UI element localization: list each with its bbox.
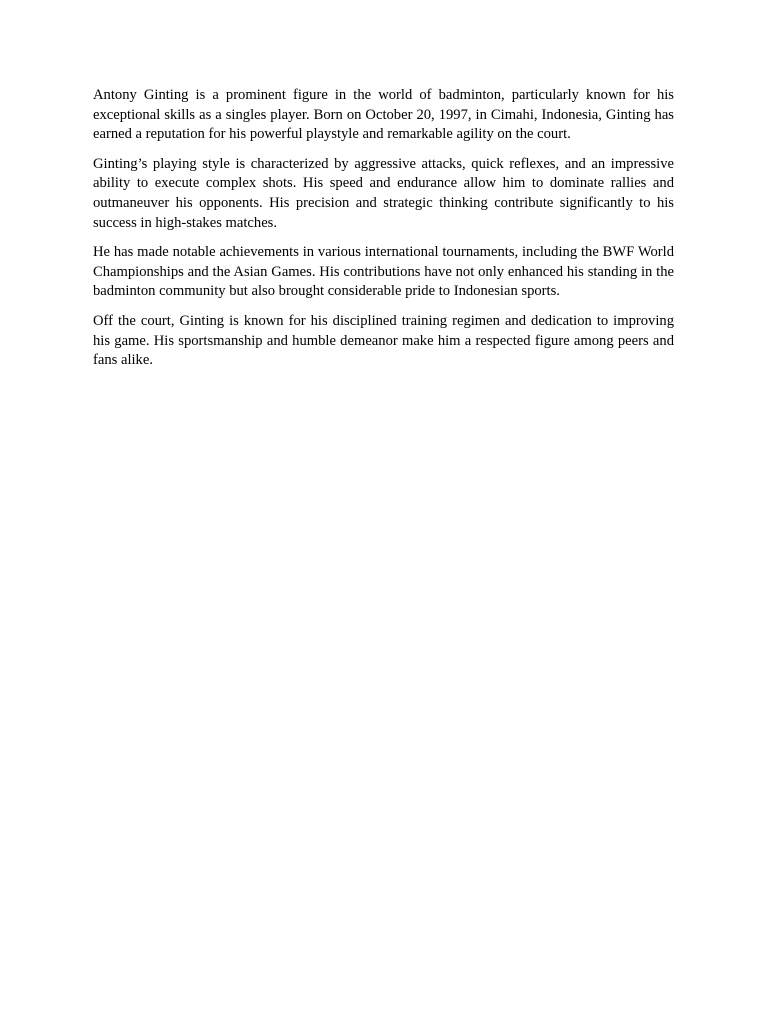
paragraph-off-court: Off the court, Ginting is known for his disciplined training regimen and dedication to improving his game. His sportsmanship and humble demeanor make him a respected figure among peers and fans alike. bbox=[93, 312, 674, 369]
paragraph-intro: Antony Ginting is a prominent figure in the world of badminton, particularly known for his exceptional skills as a singles player. Born on October 20, 1997, in Cimahi, Indonesia, Ginting has earned a reputation for his powerful playstyle and remarkable agility on the court. bbox=[93, 87, 674, 143]
paragraph-playing-style: Ginting’s playing style is characterized by aggressive attacks, quick reflexes, and an impressive ability to execute complex shots. His speed and endurance allow him to dominate rallies and outmaneuver his opponents. His precision and strategic thinking contribute significantly to his success in high-stakes matches. bbox=[93, 155, 674, 231]
document-body bbox=[93, 86, 674, 381]
paragraph-achievements: He has made notable achievements in various international tournaments, including the BWF World Championships and the Asian Games. His contributions have not only enhanced his standing in the badminton community but also brought considerable pride to Indonesian sports. bbox=[93, 244, 674, 300]
